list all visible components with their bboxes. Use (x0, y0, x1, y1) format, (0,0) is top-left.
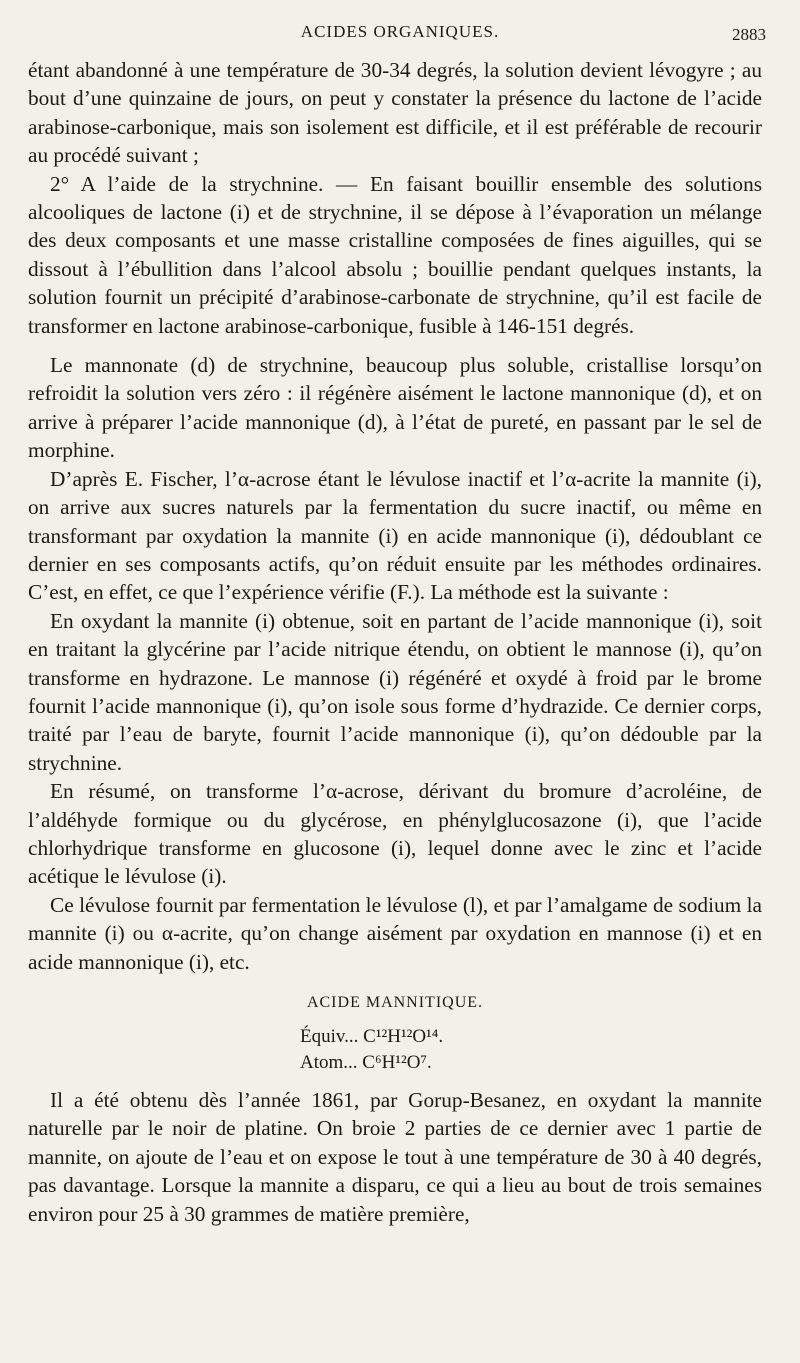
paragraph-final: Il a été obtenu dès l’année 1861, par Gorup-Besanez, en oxydant la mannite naturelle par le noir de platine. On broie 2 parties de ce dernier avec 1 partie de mannite, on ajoute de l’eau et on expose le tout à une température de 30 à 40 degrés, pas davantage. Lorsque la mannite a disparu, ce qui a lieu au bout de trois semaines environ pour 25 à 30 grammes de matière première, (28, 1088, 762, 1226)
page-number: 2883 (732, 25, 766, 44)
paragraph-4: D’après E. Fischer, l’α-acrose étant le lévulose inactif et l’α-acrite la mannite (i), on arrive aux sucres naturels par la fermentation du sucre inactif, ou même en transformant par oxydation la mannite (i) en acide mannonique (i), dédoublant ce dernier en ses composants actifs, qu’on réduit ensuite par les méthodes ordinaires. C’est, en effet, ce que l’expérience vérifie (F.). La méthode est la suivante : (28, 466, 762, 605)
formula-block (300, 1024, 762, 1076)
equiv-formula: Équiv... C¹²H¹²O¹⁴. (300, 1026, 444, 1047)
running-title: ACIDES ORGANIQUES. (300, 22, 500, 41)
page-header (0, 22, 800, 50)
paragraph-6: En résumé, on transforme l’α-acrose, dérivant du bromure d’acroléine, de l’aldéhyde formique ou du glycérose, en phénylglucosazone (i), que l’acide chlorhydrique transforme en glucosone (i), lequel donne avec le zinc et l’acide acétique le lévulose (i). (28, 779, 762, 889)
paragraph-1: étant abandonné à une température de 30-34 degrés, la solution devient lévogyre ; au bout d’une quinzaine de jours, on peut y constater la présence du lactone de l’acide arabinose-carbonique, mais son isolement est difficile, et il est préférable de recourir au procédé suivant ; (28, 58, 762, 168)
atom-formula: Atom... C⁶H¹²O⁷. (300, 1052, 432, 1073)
paragraph-3: Le mannonate (d) de strychnine, beaucoup plus soluble, cristallise lorsqu’on refroidit la solution vers zéro : il régénère aisément le lactone mannonique (d), et on arrive à préparer l’acide mannonique (d), à l’état de pureté, en passant par le sel de morphine. (28, 353, 762, 463)
paragraph-7: Ce lévulose fournit par fermentation le lévulose (l), et par l’amalgame de sodium la mannite (i) ou α-acrite, qu’on change aisément par oxydation en mannose (i) et en acide mannonique (i), etc. (28, 892, 762, 974)
section-title: ACIDE MANNITIQUE. (306, 994, 484, 1011)
paragraph-5: En oxydant la mannite (i) obtenue, soit en partant de l’acide mannonique (i), soit en traitant la glycérine par l’acide nitrique étendu, on obtient le mannose (i), qu’on transforme en hydrazone. Le mannose (i) régénéré et oxydé à froid par le brome fournit l’acide mannonique (i), qu’on isole sous forme d’hydrazide. Ce dernier corps, traité par l’eau de baryte, fournit l’acide mannonique (i), qu’on dédouble par la strychnine. (28, 608, 762, 775)
paragraph-2: 2° A l’aide de la strychnine. — En faisant bouillir ensemble des solutions alcooliques de lactone (i) et de strychnine, il se dépose à l’évaporation un mélange des deux composants et une masse cristalline composées de fines aiguilles, qui se dissout à l’ébullition dans l’alcool absolu ; bouillie pendant quelques instants, la solution fournit un précipité d’arabinose-carbonate de strychnine, qu’il est facile de transformer en lactone arabinose-carbonique, fusible à 146-151 degrés. (28, 171, 762, 338)
page-body (28, 56, 762, 1228)
